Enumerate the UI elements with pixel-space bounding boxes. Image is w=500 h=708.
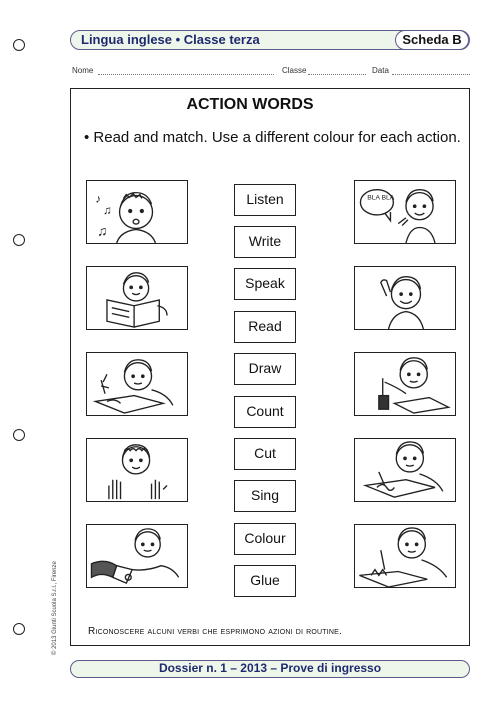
binder-hole: [13, 39, 25, 51]
date-label: Data: [372, 66, 389, 75]
date-field[interactable]: [392, 74, 470, 75]
svg-text:♫: ♫: [97, 223, 108, 239]
footnote: Riconoscere alcuni verbi che esprimono azioni di routine.: [88, 626, 342, 637]
picture-drawing: [354, 438, 456, 502]
svg-text:♫: ♫: [103, 203, 112, 217]
binder-hole: [13, 234, 25, 246]
word-box: Speak: [234, 268, 296, 300]
word-box: Count: [234, 396, 296, 428]
picture-speaking: [354, 180, 456, 244]
class-field[interactable]: [308, 74, 366, 75]
word-box: Colour: [234, 523, 296, 555]
instruction-text: • Read and match. Use a different colour for each action.: [84, 129, 461, 146]
subject-label: Lingua inglese • Classe terza: [81, 32, 260, 47]
binder-hole: [13, 623, 25, 635]
word-box: Draw: [234, 353, 296, 385]
page-title: ACTION WORDS: [186, 96, 314, 113]
picture-cutting: [86, 524, 188, 588]
picture-counting: [86, 438, 188, 502]
speech-bubble-text: BLA BLA: [367, 194, 395, 202]
name-field[interactable]: [98, 74, 274, 75]
word-box: Write: [234, 226, 296, 258]
copyright: © 2013 Giunti Scuola S.r.l., Firenze: [52, 561, 58, 655]
sheet-label: Scheda B: [395, 30, 469, 50]
header-bar: [70, 30, 470, 50]
word-box: Read: [234, 311, 296, 343]
picture-singing: [86, 180, 188, 244]
word-box: Glue: [234, 565, 296, 597]
picture-writing: [86, 352, 188, 416]
name-label: Nome: [72, 66, 94, 75]
word-box: Sing: [234, 480, 296, 512]
picture-listening: [354, 266, 456, 330]
word-box: Listen: [234, 184, 296, 216]
picture-gluing: [354, 352, 456, 416]
picture-reading: [86, 266, 188, 330]
binder-hole: [13, 429, 25, 441]
class-label: Classe: [282, 66, 307, 75]
word-box: Cut: [234, 438, 296, 470]
svg-text:♪: ♪: [95, 192, 102, 206]
picture-colouring: [354, 524, 456, 588]
footer-bar: Dossier n. 1 – 2013 – Prove di ingresso: [70, 660, 470, 678]
